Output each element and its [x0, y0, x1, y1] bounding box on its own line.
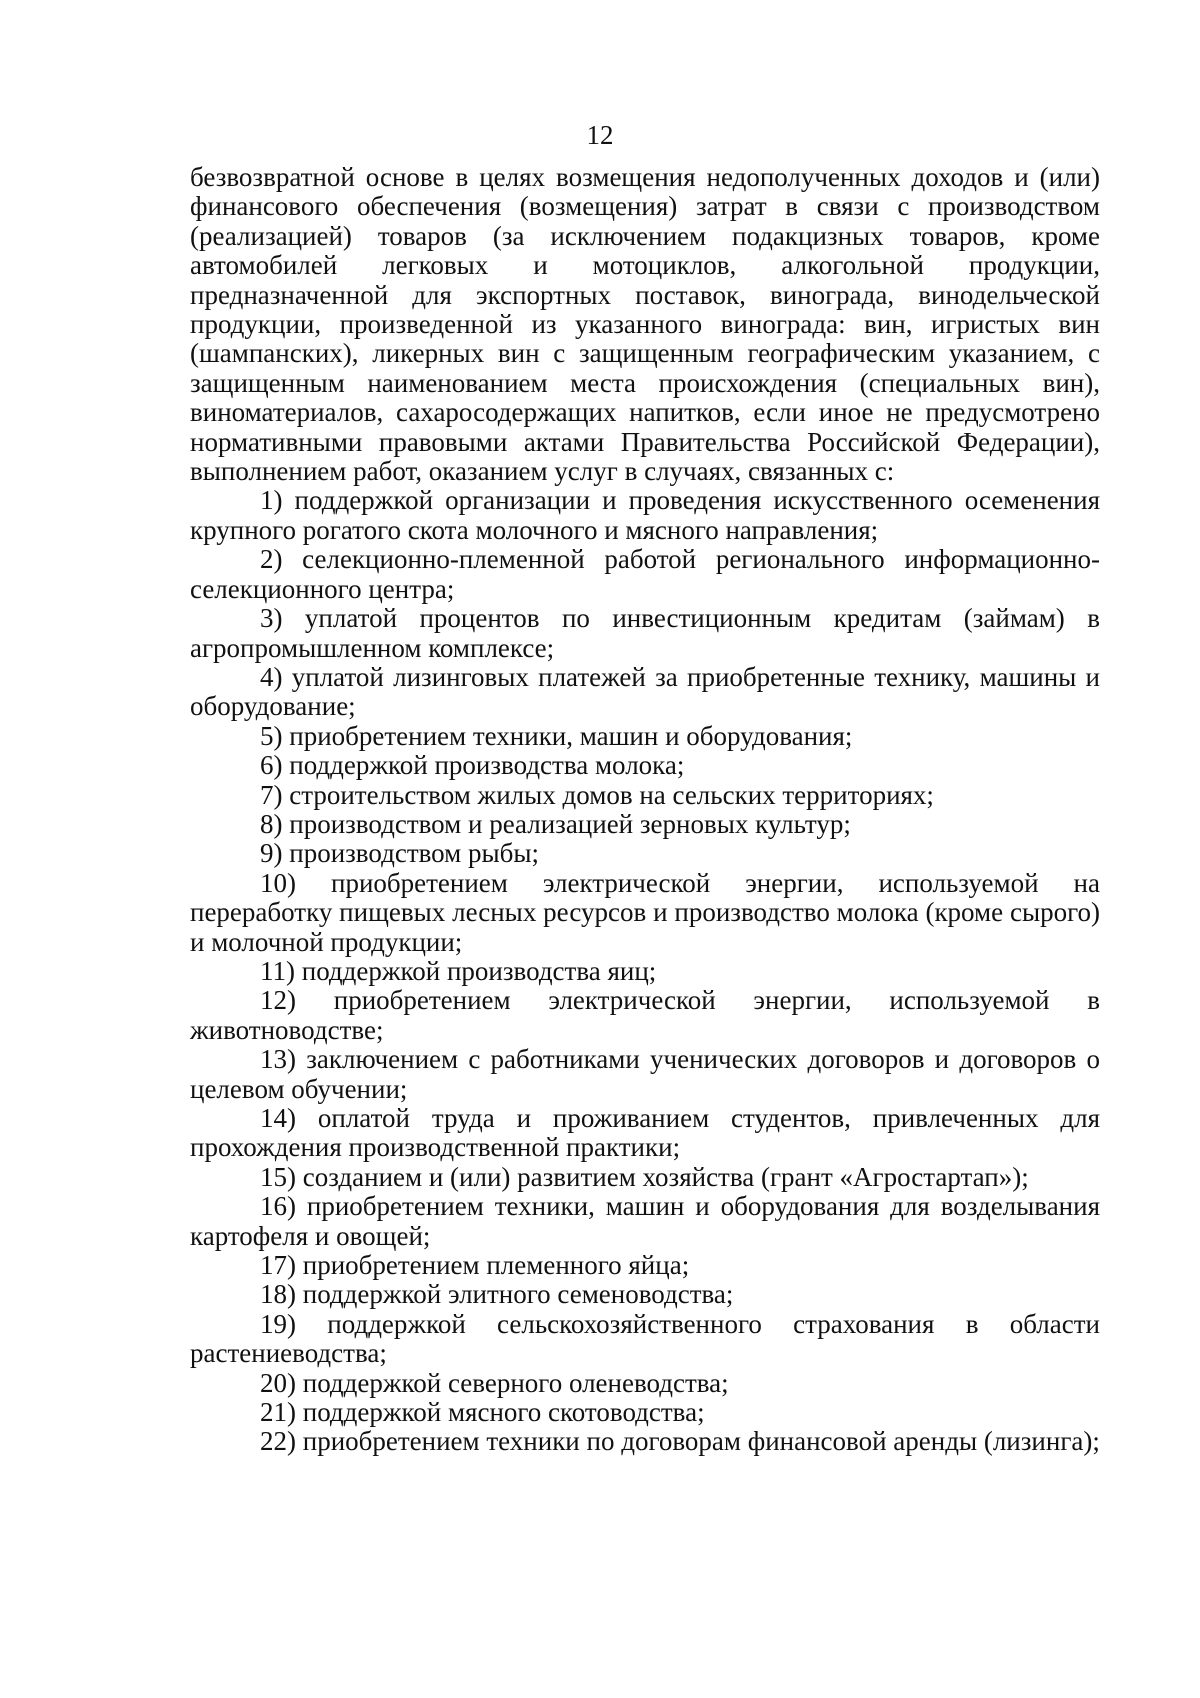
- document-body: [190, 163, 1100, 1457]
- list-item: 11) поддержкой производства яиц;: [260, 955, 657, 986]
- list-item: 9) производством рыбы;: [260, 838, 540, 869]
- list-item: 4) уплатой лизинговых платежей за приобретенные технику, машины и оборудование;: [190, 661, 1100, 722]
- list-item: 10) приобретением электрической энергии, используемой на переработку пищевых лесных ресурсов и производство молока (кроме сырого) и молочной продукции;: [190, 867, 1100, 957]
- list-item: 16) приобретением техники, машин и оборудования для возделывания картофеля и овощей;: [190, 1191, 1100, 1251]
- list-item: 6) поддержкой производства молока;: [260, 750, 685, 781]
- list-item: 20) поддержкой северного оленеводства;: [260, 1367, 729, 1398]
- list-item: 5) приобретением техники, машин и оборудования;: [260, 720, 853, 751]
- list-item: 13) заключением с работниками ученических договоров и договоров о целевом обучении;: [190, 1044, 1100, 1104]
- list-item: 15) созданием и (или) развитием хозяйства (грант «Агростартап»);: [260, 1161, 1029, 1192]
- intro-paragraph: безвозвратной основе в целях возмещения недополученных доходов и (или) финансового обеспечения (возмещения) затрат в связи с производством (реализацией) товаров (за исключением подакцизных товаров, кроме автомобилей легковых и мотоциклов, алкогольной продукции, предназначенной для экспортных поставок, винограда, винодельческой продукции, произведенной из указанного винограда: вин, игристых вин (шампанских), ликерных вин с защищенным географическим указанием, с защищенным наименованием места происхождения (специальных вин), виноматериалов, сахаросодержащих напитков, если иное не предусмотрено нормативными правовыми актами Правительства Российской Федерации), выполнением работ, оказанием услуг в случаях, связанных с:: [190, 162, 1100, 487]
- list-item: 18) поддержкой элитного семеноводства;: [260, 1279, 734, 1310]
- list-item: 21) поддержкой мясного скотоводства;: [260, 1397, 705, 1428]
- page-number: 12: [586, 120, 614, 150]
- list-item: 19) поддержкой сельскохозяйственного страхования в области растениеводства;: [190, 1308, 1100, 1369]
- list-item: 22) приобретением техники по договорам финансовой аренды (лизинга);: [260, 1426, 1100, 1457]
- list-item: 17) приобретением племенного яйца;: [260, 1250, 690, 1281]
- list-item: 14) оплатой труда и проживанием студентов, привлеченных для прохождения производственной практики;: [190, 1103, 1100, 1163]
- list-item: 3) уплатой процентов по инвестиционным кредитам (займам) в агропромышленном комплексе;: [190, 603, 1100, 663]
- list-item: 1) поддержкой организации и проведения искусственного осеменения крупного рогатого скота молочного и мясного направления;: [190, 485, 1100, 545]
- list-item: 2) селекционно-племенной работой регионального информационно-селекционного центра;: [190, 544, 1100, 604]
- list-item: 7) строительством жилых домов на сельских территориях;: [260, 779, 934, 810]
- list-item: 8) производством и реализацией зерновых культур;: [260, 808, 851, 839]
- list-item: 12) приобретением электрической энергии, используемой в животноводстве;: [190, 985, 1100, 1045]
